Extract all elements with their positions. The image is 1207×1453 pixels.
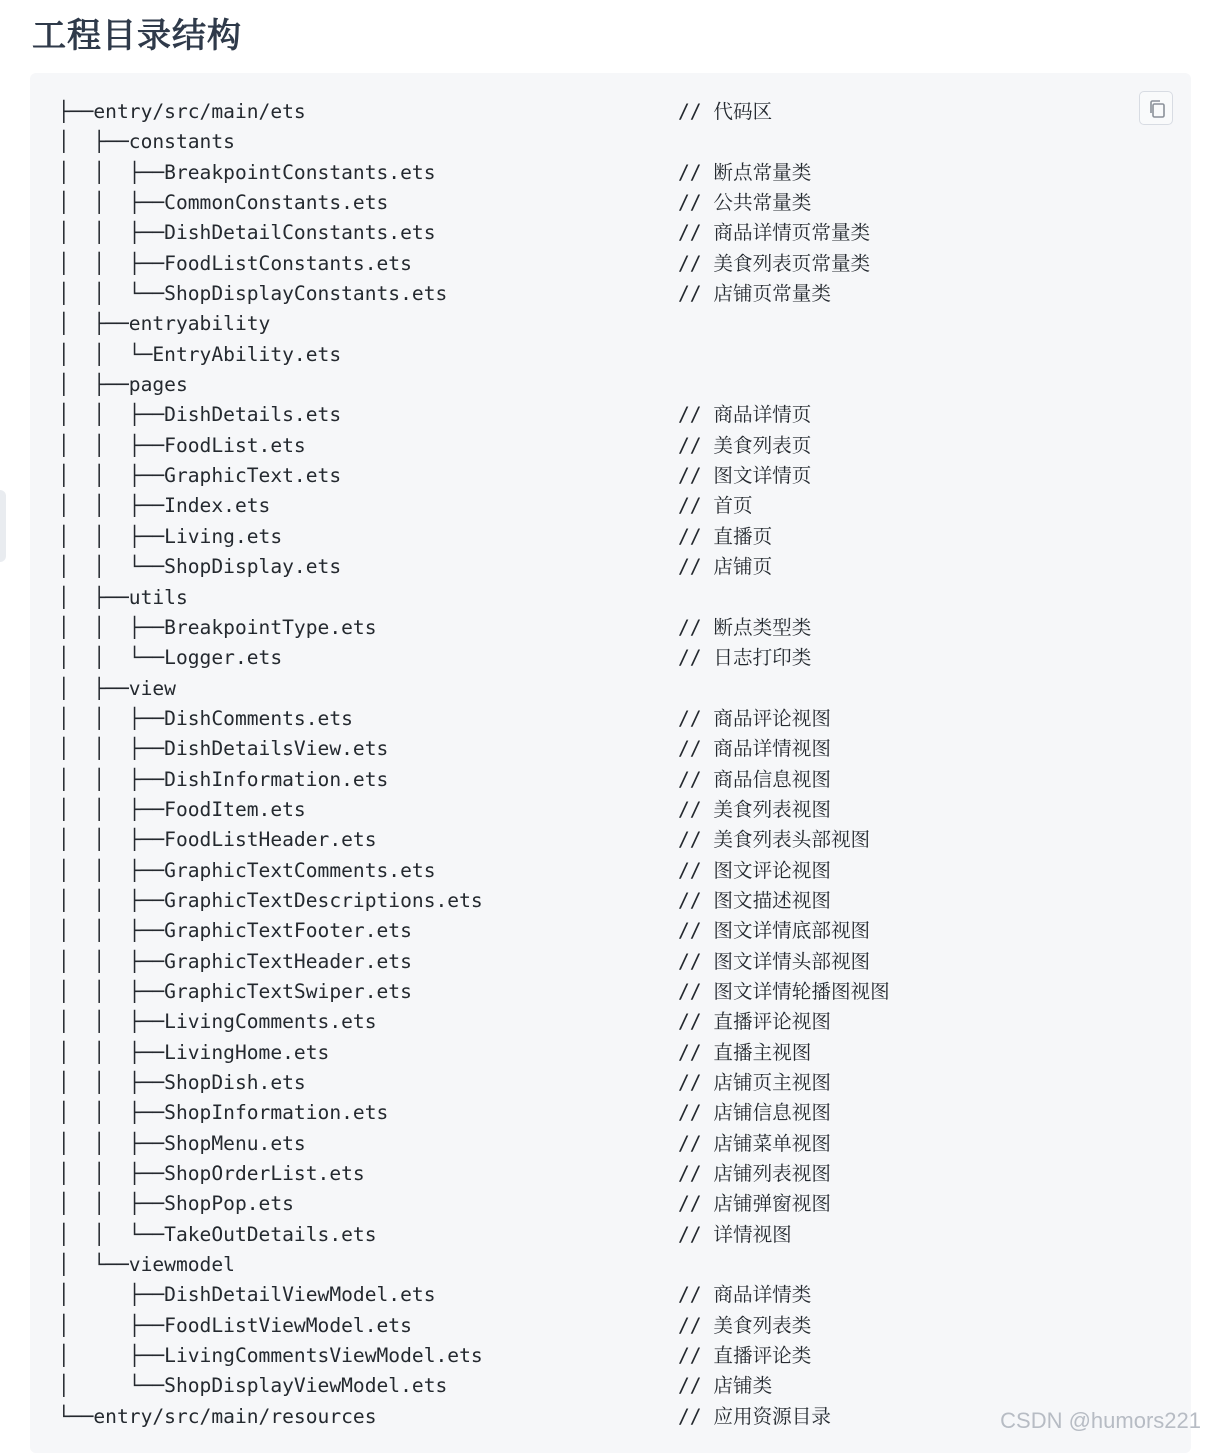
line-comment: // 店铺页常量类 (678, 282, 831, 306)
tree-path: │ │ ├──BreakpointType.ets (58, 615, 377, 639)
tree-path: │ │ ├──LivingComments.ets (58, 1010, 377, 1034)
tree-path: │ │ ├──DishInformation.ets (58, 767, 389, 791)
line-comment: // 美食列表视图 (678, 797, 831, 821)
tree-path: │ │ ├──ShopDish.ets (58, 1071, 306, 1094)
line-comment: // 图文评论视图 (678, 858, 831, 882)
tree-path: │ │ └──ShopDisplayConstants.ets (58, 282, 448, 306)
tree-path: │ └──ShopDisplayViewModel.ets (58, 1374, 448, 1398)
tree-path: │ │ ├──ShopInformation.ets (58, 1101, 389, 1125)
tree-path: │ ├──pages (58, 373, 188, 397)
line-comment: // 图文详情头部视图 (678, 949, 871, 973)
line-comment: // 美食列表页 (678, 433, 812, 457)
tree-path: │ │ ├──DishDetails.ets (58, 403, 342, 427)
tree-path: │ │ ├──ShopPop.ets (58, 1192, 294, 1216)
line-comment: // 日志打印类 (678, 646, 812, 670)
copy-icon (1148, 99, 1166, 119)
line-comment: // 店铺弹窗视图 (678, 1192, 831, 1216)
tree-path: │ │ ├──DishDetailsView.ets (58, 737, 389, 761)
tree-path: │ │ ├──LivingHome.ets (58, 1040, 330, 1064)
tree-path: │ │ ├──FoodItem.ets (58, 797, 306, 821)
line-comment: // 商品详情页常量类 (678, 221, 871, 245)
tree-path: │ ├──FoodListViewModel.ets (58, 1313, 412, 1337)
tree-path: │ ├──DishDetailViewModel.ets (58, 1283, 436, 1307)
line-comment: // 应用资源目录 (678, 1404, 831, 1428)
line-comment: // 图文描述视图 (678, 888, 831, 912)
line-comment: // 直播评论类 (678, 1344, 812, 1368)
page-title: 工程目录结构 (32, 16, 242, 56)
tree-path: │ │ ├──GraphicText.ets (58, 464, 342, 488)
line-comment: // 店铺页主视图 (678, 1071, 831, 1094)
line-comment: // 代码区 (678, 100, 773, 123)
tree-path: │ │ ├──Index.ets (58, 494, 271, 518)
line-comment: // 美食列表头部视图 (678, 828, 871, 852)
tree-path: │ │ ├──FoodListConstants.ets (58, 251, 412, 275)
tree-path: │ │ ├──ShopOrderList.ets (58, 1162, 365, 1186)
line-comment: // 商品详情页 (678, 403, 812, 427)
tree-path: │ │ ├──Living.ets (58, 524, 283, 548)
tree-path: │ ├──entryability (58, 312, 271, 336)
tree-path: │ ├──LivingCommentsViewModel.ets (58, 1344, 483, 1368)
line-comment: // 店铺类 (678, 1374, 773, 1398)
line-comment: // 图文详情轮播图视图 (678, 979, 890, 1003)
tree-path: │ ├──view (58, 676, 176, 700)
tree-path: │ └──viewmodel (58, 1253, 235, 1277)
tree-path: │ │ └─EntryAbility.ets (58, 342, 342, 366)
tree-path: │ │ ├──GraphicTextFooter.ets (58, 919, 412, 943)
tree-path: │ │ ├──GraphicTextHeader.ets (58, 949, 412, 973)
line-comment: // 商品评论视图 (678, 706, 831, 730)
line-comment: // 美食列表类 (678, 1313, 812, 1337)
tree-path: │ │ ├──ShopMenu.ets (58, 1131, 306, 1155)
line-comment: // 首页 (678, 494, 753, 518)
line-comment: // 图文详情底部视图 (678, 919, 871, 943)
line-comment: // 店铺页 (678, 555, 773, 579)
tree-path: └──entry/src/main/resources (58, 1404, 377, 1428)
tree-path: │ │ └──ShopDisplay.ets (58, 555, 342, 579)
line-comment: // 图文详情页 (678, 464, 812, 488)
tree-path: │ ├──constants (58, 130, 235, 154)
line-comment: // 直播页 (678, 524, 773, 548)
line-comment: // 断点类型类 (678, 615, 812, 639)
tree-path: ├──entry/src/main/ets (58, 100, 306, 123)
tree-path: │ │ ├──CommonConstants.ets (58, 191, 389, 215)
line-comment: // 详情视图 (678, 1222, 792, 1246)
side-panel-handle[interactable] (0, 490, 6, 562)
tree-path: │ │ └──Logger.ets (58, 646, 283, 670)
tree-path: │ │ ├──BreakpointConstants.ets (58, 160, 436, 184)
line-comment: // 美食列表页常量类 (678, 251, 871, 275)
line-comment: // 店铺信息视图 (678, 1101, 831, 1125)
watermark: CSDN @humors221 (1000, 1408, 1201, 1433)
tree-path: │ │ ├──GraphicTextSwiper.ets (58, 979, 412, 1003)
tree-path: │ ├──utils (58, 585, 188, 609)
tree-path: │ │ ├──DishComments.ets (58, 706, 353, 730)
line-comment: // 商品信息视图 (678, 767, 831, 791)
code-block (30, 73, 1191, 1453)
tree-path: │ │ ├──GraphicTextComments.ets (58, 858, 436, 882)
tree-path: │ │ ├──GraphicTextDescriptions.ets (58, 888, 483, 912)
line-comment: // 店铺菜单视图 (678, 1131, 831, 1155)
line-comment: // 直播主视图 (678, 1040, 812, 1064)
tree-path: │ │ └──TakeOutDetails.ets (58, 1222, 377, 1246)
line-comment: // 直播评论视图 (678, 1010, 831, 1034)
tree-path: │ │ ├──FoodList.ets (58, 433, 306, 457)
copy-button[interactable] (1139, 91, 1173, 125)
tree-path: │ │ ├──DishDetailConstants.ets (58, 221, 436, 245)
line-comment: // 公共常量类 (678, 191, 812, 215)
line-comment: // 商品详情视图 (678, 737, 831, 761)
line-comment: // 断点常量类 (678, 160, 812, 184)
line-comment: // 商品详情类 (678, 1283, 812, 1307)
line-comment: // 店铺列表视图 (678, 1162, 831, 1186)
tree-path: │ │ ├──FoodListHeader.ets (58, 828, 377, 852)
